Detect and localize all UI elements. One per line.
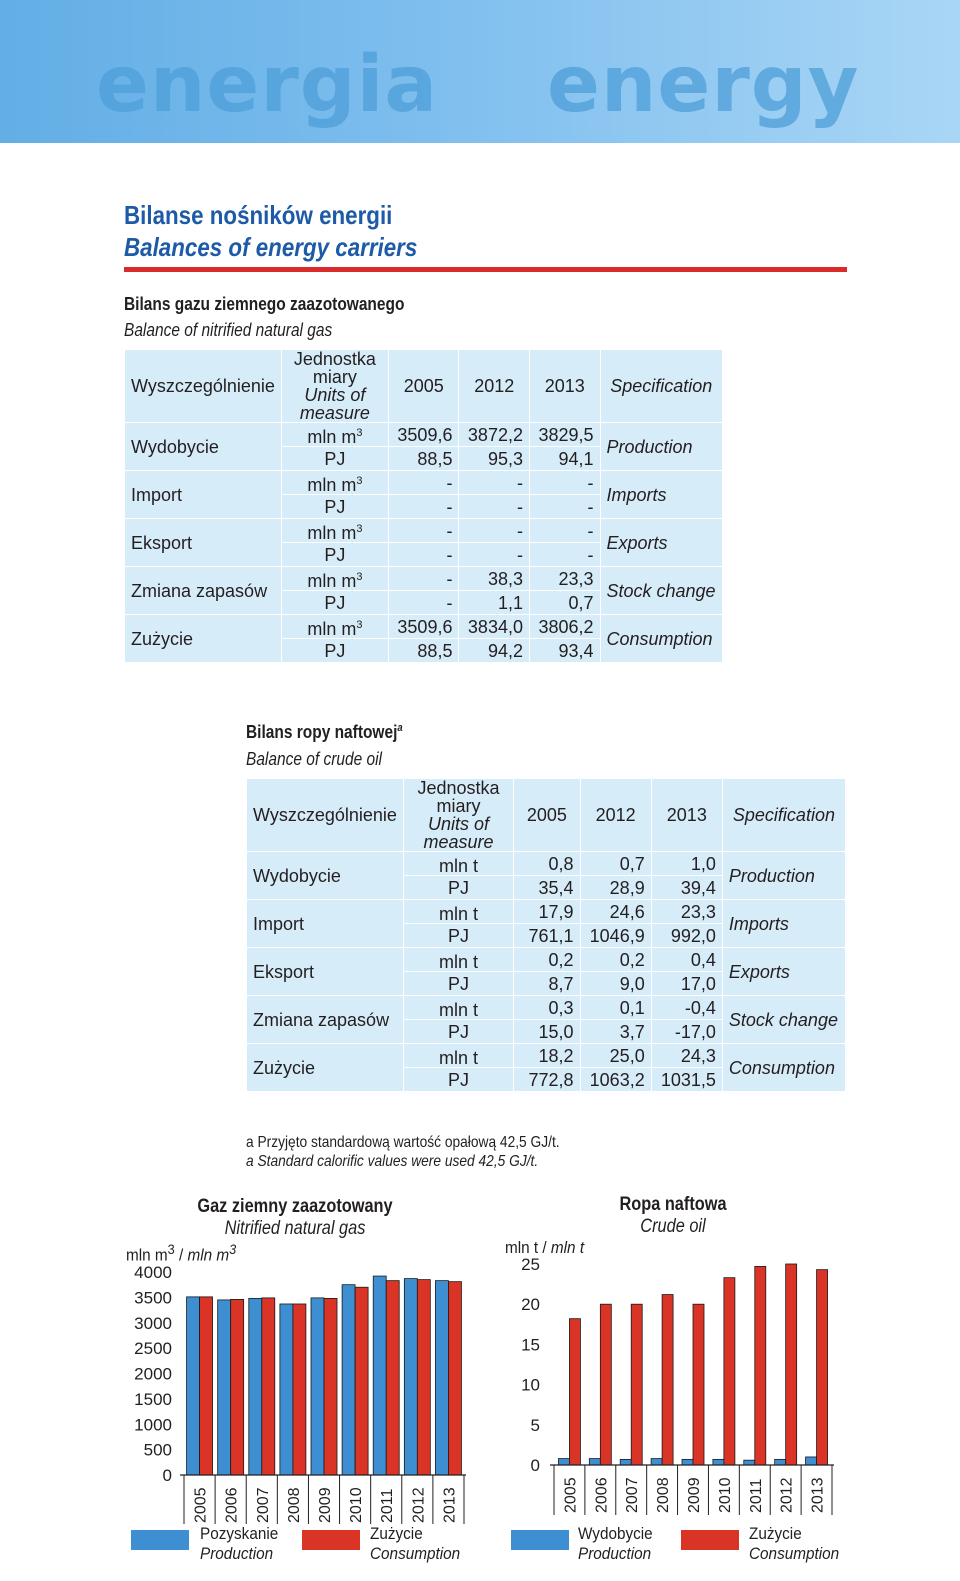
value-cell: -0,4 [651,996,722,1020]
value-cell: 0,7 [529,591,600,615]
bar-production [435,1281,448,1475]
bar-consumption [448,1282,461,1475]
oil-bar-chart [508,1254,838,1524]
bar-production [682,1459,693,1465]
bar-consumption [262,1298,275,1475]
bar-production [558,1459,569,1465]
gas-balance-table [124,349,723,663]
bar-consumption [817,1270,828,1465]
oil-balance-table [246,778,846,1092]
bar-consumption [324,1298,337,1475]
unit-cell: PJ [281,495,388,519]
bar-consumption [200,1297,213,1475]
header-spec-pl: Wyszczególnienie [125,350,282,423]
row-label-en: Imports [600,471,723,519]
value-cell: 17,9 [514,900,580,924]
y-tick-label: 3000 [134,1313,172,1333]
oil-chart-title: Ropa naftowa [619,1194,727,1215]
value-cell: 3806,2 [529,615,600,639]
value-cell: - [529,519,600,543]
oil-table-title-en: Balance of crude oil [246,749,382,769]
y-tick-label: 1000 [134,1415,172,1435]
bar-production [744,1460,755,1465]
unit-cell: mln $m^3$ [281,423,388,447]
unit-cell: PJ [281,591,388,615]
bar-consumption [631,1304,642,1465]
bar-production [589,1459,600,1465]
value-cell: 25,0 [580,1044,651,1068]
unit-cell: PJ [403,924,513,948]
y-tick-label: 0 [162,1466,172,1485]
unit-cell: PJ [281,543,388,567]
table-row [125,423,723,447]
bar-production [311,1298,324,1475]
bar-production [620,1459,631,1465]
table-row [125,615,723,639]
x-tick-label: 2013 [441,1487,459,1523]
value-cell: 8,7 [514,972,580,996]
oil-legend-production: Wydobycie Production [578,1524,653,1563]
bar-production [280,1304,293,1475]
gas-table-title-pl: Bilans gazu ziemnego zaazotowanego [124,294,405,314]
legend-swatch-production [131,1530,189,1550]
bar-consumption [417,1280,430,1475]
value-cell: - [388,543,459,567]
value-cell: 1063,2 [580,1068,651,1092]
row-label-en: Production [600,423,723,471]
table-row [125,519,723,543]
x-tick-label: 2012 [410,1487,428,1523]
x-tick-label: 2009 [317,1487,334,1523]
header-year: 2013 [529,350,600,423]
y-tick-label: 4000 [134,1263,172,1282]
bar-consumption [755,1266,766,1465]
row-label-pl: Import [247,900,404,948]
bar-production [404,1279,417,1475]
value-cell: 3872,2 [459,423,530,447]
value-cell: 93,4 [529,639,600,663]
value-cell: - [388,591,459,615]
page-title-pl: Bilanse nośników energii [124,200,393,230]
bar-consumption [355,1287,368,1475]
value-cell: 88,5 [388,639,459,663]
bar-consumption [662,1295,673,1465]
legend-swatch-production [511,1530,569,1550]
value-cell: 3509,6 [388,423,459,447]
unit-cell: mln $m^3$ [281,615,388,639]
bar-production [373,1276,386,1475]
value-cell: 94,1 [529,447,600,471]
x-tick-label: 2007 [624,1477,642,1513]
value-cell: 9,0 [580,972,651,996]
table-row [247,1044,846,1068]
legend-swatch-consumption [681,1530,739,1550]
value-cell: 0,3 [514,996,580,1020]
y-tick-label: 1500 [134,1389,172,1409]
header-year: 2005 [388,350,459,423]
footnote-pl: a Przyjęto standardową wartość opałową 42,5 GJ/t. [246,1134,560,1151]
header-year: 2012 [580,779,651,852]
row-label-pl: Zużycie [247,1044,404,1092]
bar-consumption [231,1299,244,1475]
value-cell: 3829,5 [529,423,600,447]
x-tick-label: 2011 [379,1488,397,1523]
page-title-en: Balances of energy carriers [124,232,418,262]
bar-consumption [386,1281,399,1475]
value-cell: - [388,495,459,519]
row-label-en: Exports [600,519,723,567]
value-cell: 761,1 [514,924,580,948]
x-tick-label: 2013 [809,1477,827,1513]
value-cell: 1,1 [459,591,530,615]
x-tick-label: 2010 [716,1477,734,1513]
header-spec-en: Specification [722,779,845,852]
value-cell: 18,2 [514,1044,580,1068]
row-label-en: Exports [722,948,845,996]
table-row [125,567,723,591]
x-tick-label: 2005 [562,1477,580,1513]
value-cell: 39,4 [651,876,722,900]
header-spec-en: Specification [600,350,723,423]
x-tick-label: 2008 [285,1487,303,1523]
value-cell: 0,1 [580,996,651,1020]
value-cell: 88,5 [388,447,459,471]
value-cell: - [529,543,600,567]
x-tick-label: 2012 [778,1477,796,1513]
unit-cell: PJ [403,876,513,900]
table-row [247,852,846,876]
value-cell: 24,3 [651,1044,722,1068]
y-tick-label: 0 [530,1456,540,1475]
value-cell: 28,9 [580,876,651,900]
value-cell: 3834,0 [459,615,530,639]
header-spec-pl: Wyszczególnienie [247,779,404,852]
unit-cell: mln t [403,996,513,1020]
value-cell: 0,4 [651,948,722,972]
value-cell: - [388,567,459,591]
y-tick-label: 25 [521,1255,540,1274]
value-cell: 992,0 [651,924,722,948]
bar-production [651,1459,662,1465]
y-tick-label: 15 [521,1335,540,1355]
x-tick-label: 2010 [348,1487,366,1523]
banner-word-en: energy [547,40,860,130]
y-tick-label: 20 [521,1295,540,1315]
unit-cell: mln t [403,1044,513,1068]
header-year: 2005 [514,779,580,852]
legend-swatch-consumption [302,1530,360,1550]
value-cell: 24,6 [580,900,651,924]
bar-production [775,1459,786,1465]
x-tick-label: 2007 [254,1487,272,1523]
row-label-pl: Zmiana zapasów [247,996,404,1044]
value-cell: - [529,495,600,519]
value-cell: - [388,471,459,495]
value-cell: 0,2 [514,948,580,972]
value-cell: 3,7 [580,1020,651,1044]
gas-legend-production: Pozyskanie Production [200,1524,279,1563]
y-tick-label: 5 [530,1415,540,1435]
row-label-pl: Eksport [247,948,404,996]
gas-legend-consumption: Zużycie Consumption [370,1524,461,1563]
row-label-pl: Zmiana zapasów [125,567,282,615]
unit-cell: mln t [403,852,513,876]
unit-cell: mln t [403,900,513,924]
unit-cell: mln $m^3$ [281,519,388,543]
bar-consumption [786,1264,797,1465]
header-year: 2013 [651,779,722,852]
y-tick-label: 2000 [134,1364,172,1384]
row-label-en: Consumption [600,615,723,663]
oil-chart-y-unit: mln t / mln t [505,1238,585,1257]
gas-chart-title: Gaz ziemny zaazotowany [197,1196,393,1217]
table-row [247,900,846,924]
unit-cell: PJ [281,447,388,471]
x-tick-label: 2006 [223,1487,241,1523]
value-cell: - [459,543,530,567]
title-divider [124,267,847,272]
row-label-en: Stock change [600,567,723,615]
oil-chart-subtitle: Crude oil [640,1216,706,1237]
x-tick-label: 2011 [747,1478,765,1513]
unit-cell: PJ [403,972,513,996]
bar-consumption [600,1304,611,1465]
bar-production [187,1297,200,1475]
value-cell: - [459,495,530,519]
gas-table-title-en: Balance of nitrified natural gas [124,320,333,340]
y-tick-label: 500 [143,1440,172,1460]
bar-production [249,1298,262,1475]
row-label-pl: Wydobycie [125,423,282,471]
x-tick-label: 2005 [192,1487,210,1523]
y-tick-label: 10 [521,1375,540,1395]
row-label-en: Consumption [722,1044,845,1092]
banner-word-pl: energia [96,40,439,130]
table-header-row [247,779,846,852]
x-tick-label: 2009 [686,1477,703,1513]
x-tick-label: 2006 [593,1477,611,1513]
row-label-pl: Wydobycie [247,852,404,900]
value-cell: 772,8 [514,1068,580,1092]
value-cell: 35,4 [514,876,580,900]
gas-chart-y-unit: mln $m^3$ / mln $m^3$ [126,1242,237,1265]
value-cell: 15,0 [514,1020,580,1044]
row-label-pl: Eksport [125,519,282,567]
oil-legend-consumption: Zużycie Consumption [749,1524,840,1563]
y-tick-label: 3500 [134,1288,172,1308]
value-cell: 1046,9 [580,924,651,948]
value-cell: 0,8 [514,852,580,876]
header-unit: Jednostka miary Units of measure [403,779,513,852]
bar-production [713,1459,724,1465]
row-label-pl: Import [125,471,282,519]
unit-cell: mln t [403,948,513,972]
value-cell: 3509,6 [388,615,459,639]
bar-production [806,1457,817,1465]
gas-bar-chart [120,1262,470,1524]
header-unit: Jednostka miary Units of measure [281,350,388,423]
unit-cell: mln $m^3$ [281,567,388,591]
value-cell: 1,0 [651,852,722,876]
row-label-en: Stock change [722,996,845,1044]
bar-consumption [724,1278,735,1465]
bar-consumption [569,1319,580,1465]
bar-production [218,1300,231,1475]
value-cell: 17,0 [651,972,722,996]
footnote-en: a Standard calorific values were used 42,5 GJ/t. [246,1153,539,1170]
unit-cell: mln $m^3$ [281,471,388,495]
gas-chart-subtitle: Nitrified natural gas [224,1218,366,1239]
bar-production [342,1285,355,1475]
value-cell: - [388,519,459,543]
value-cell: - [529,471,600,495]
value-cell: 38,3 [459,567,530,591]
value-cell: 94,2 [459,639,530,663]
value-cell: - [459,471,530,495]
table-row [247,948,846,972]
value-cell: 23,3 [529,567,600,591]
y-tick-label: 2500 [134,1339,172,1359]
value-cell: 95,3 [459,447,530,471]
header-year: 2012 [459,350,530,423]
unit-cell: PJ [281,639,388,663]
oil-table-title-pl: Bilans ropy naftowej$^a$ [246,722,403,742]
row-label-en: Imports [722,900,845,948]
table-header-row [125,350,723,423]
header-banner [0,0,960,143]
value-cell: - [459,519,530,543]
value-cell: 0,2 [580,948,651,972]
table-row [247,996,846,1020]
row-label-pl: Zużycie [125,615,282,663]
bar-consumption [293,1304,306,1475]
value-cell: 23,3 [651,900,722,924]
value-cell: 1031,5 [651,1068,722,1092]
x-tick-label: 2008 [655,1477,673,1513]
value-cell: -17,0 [651,1020,722,1044]
unit-cell: PJ [403,1020,513,1044]
bar-consumption [693,1304,704,1465]
table-row [125,471,723,495]
unit-cell: PJ [403,1068,513,1092]
value-cell: 0,7 [580,852,651,876]
row-label-en: Production [722,852,845,900]
